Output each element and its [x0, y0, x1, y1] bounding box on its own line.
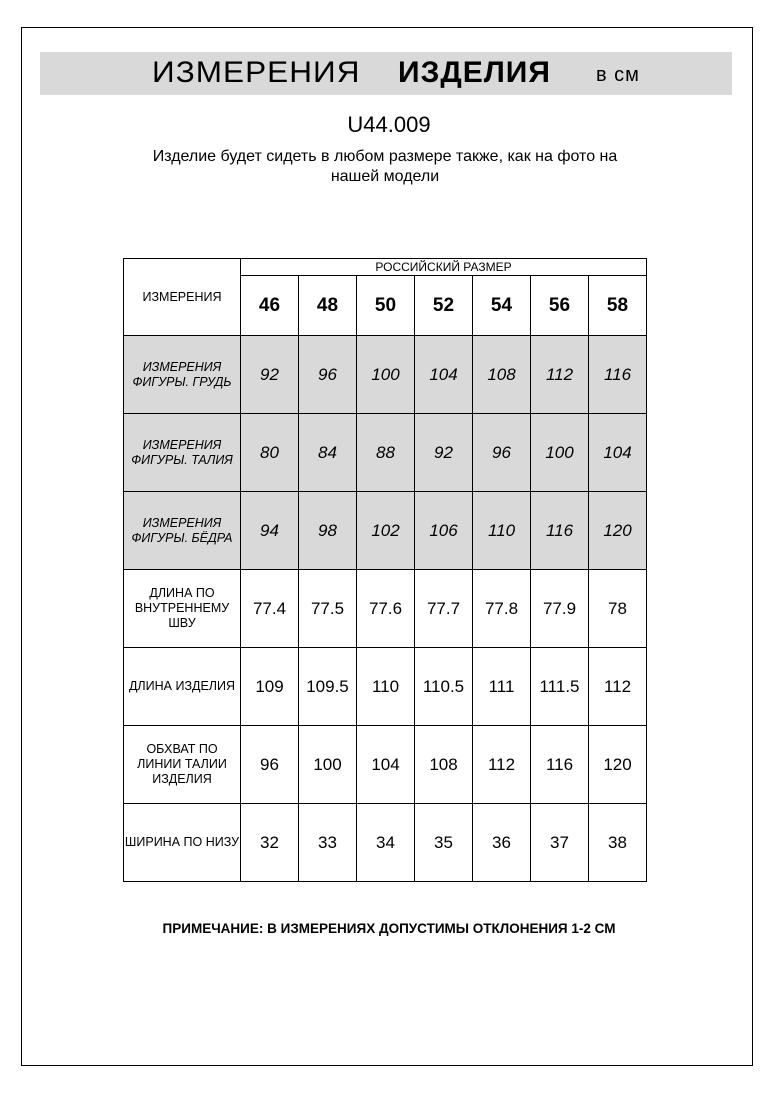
table-cell: 77.8 [473, 570, 531, 648]
table-cell: 100 [531, 414, 589, 492]
table-cell: 106 [415, 492, 473, 570]
table-cell: 120 [589, 492, 647, 570]
table-cell: 77.5 [299, 570, 357, 648]
table-row [124, 492, 647, 570]
size-header-cell: 58 [589, 276, 647, 336]
table-corner-label: ИЗМЕРЕНИЯ [124, 259, 241, 336]
size-header-cell: 54 [473, 276, 531, 336]
table-cell: 77.7 [415, 570, 473, 648]
table-cell: 110 [473, 492, 531, 570]
row-label: ДЛИНА ИЗДЕЛИЯ [124, 648, 241, 726]
table-cell: 108 [473, 336, 531, 414]
table-cell: 92 [415, 414, 473, 492]
row-label: ИЗМЕРЕНИЯ ФИГУРЫ. БЁДРА [124, 492, 241, 570]
table-cell: 77.6 [357, 570, 415, 648]
table-cell: 92 [241, 336, 299, 414]
table-cell: 111.5 [531, 648, 589, 726]
row-label: ИЗМЕРЕНИЯ ФИГУРЫ. ГРУДЬ [124, 336, 241, 414]
table-cell: 116 [589, 336, 647, 414]
table-cell: 96 [473, 414, 531, 492]
table-cell: 100 [357, 336, 415, 414]
row-label: ОБХВАТ ПО ЛИНИИ ТАЛИИ ИЗДЕЛИЯ [124, 726, 241, 804]
table-cell: 120 [589, 726, 647, 804]
table-row [124, 726, 647, 804]
table-cell: 35 [415, 804, 473, 882]
table-cell: 104 [589, 414, 647, 492]
table-cell: 109 [241, 648, 299, 726]
table-cell: 100 [299, 726, 357, 804]
table-cell: 88 [357, 414, 415, 492]
row-label: ШИРИНА ПО НИЗУ [124, 804, 241, 882]
table-cell: 108 [415, 726, 473, 804]
table-cell: 84 [299, 414, 357, 492]
size-header-cell: 56 [531, 276, 589, 336]
header-units: в см [596, 64, 640, 86]
table-cell: 96 [241, 726, 299, 804]
table-cell: 104 [415, 336, 473, 414]
table-cell: 34 [357, 804, 415, 882]
table-cell: 112 [473, 726, 531, 804]
size-header-cell: 48 [299, 276, 357, 336]
table-cell: 102 [357, 492, 415, 570]
table-cell: 96 [299, 336, 357, 414]
table-cell: 32 [241, 804, 299, 882]
table-cell: 36 [473, 804, 531, 882]
size-header-cell: 52 [415, 276, 473, 336]
row-label: ИЗМЕРЕНИЯ ФИГУРЫ. ТАЛИЯ [124, 414, 241, 492]
table-row [124, 414, 647, 492]
table-cell: 104 [357, 726, 415, 804]
header-title-word1: ИЗМЕРЕНИЯ [152, 56, 361, 89]
table-cell: 94 [241, 492, 299, 570]
table-cell: 109.5 [299, 648, 357, 726]
table-cell: 112 [589, 648, 647, 726]
table-row [124, 570, 647, 648]
table-cell: 80 [241, 414, 299, 492]
table-cell: 78 [589, 570, 647, 648]
table-row [124, 804, 647, 882]
table-cell: 98 [299, 492, 357, 570]
table-row [124, 648, 647, 726]
size-group-title: РОССИЙСКИЙ РАЗМЕР [241, 259, 647, 276]
article-number: U44.009 [347, 112, 431, 137]
size-header-cell: 46 [241, 276, 299, 336]
table-row [124, 336, 647, 414]
table-cell: 110 [357, 648, 415, 726]
table-cell: 112 [531, 336, 589, 414]
fit-description: Изделие будет сидеть в любом размере также, как на фото на нашей модели [152, 148, 618, 185]
table-cell: 110.5 [415, 648, 473, 726]
size-table [123, 258, 647, 882]
table-cell: 116 [531, 726, 589, 804]
header-title-word2: ИЗДЕЛИЯ [398, 56, 551, 89]
row-label: ДЛИНА ПО ВНУТРЕННЕМУ ШВУ [124, 570, 241, 648]
table-cell: 77.9 [531, 570, 589, 648]
table-cell: 116 [531, 492, 589, 570]
table-cell: 111 [473, 648, 531, 726]
size-header-cell: 50 [357, 276, 415, 336]
table-cell: 33 [299, 804, 357, 882]
table-cell: 37 [531, 804, 589, 882]
table-cell: 38 [589, 804, 647, 882]
footnote: ПРИМЕЧАНИЕ: В ИЗМЕРЕНИЯХ ДОПУСТИМЫ ОТКЛОНЕНИЯ 1-2 СМ [162, 921, 616, 936]
table-cell: 77.4 [241, 570, 299, 648]
